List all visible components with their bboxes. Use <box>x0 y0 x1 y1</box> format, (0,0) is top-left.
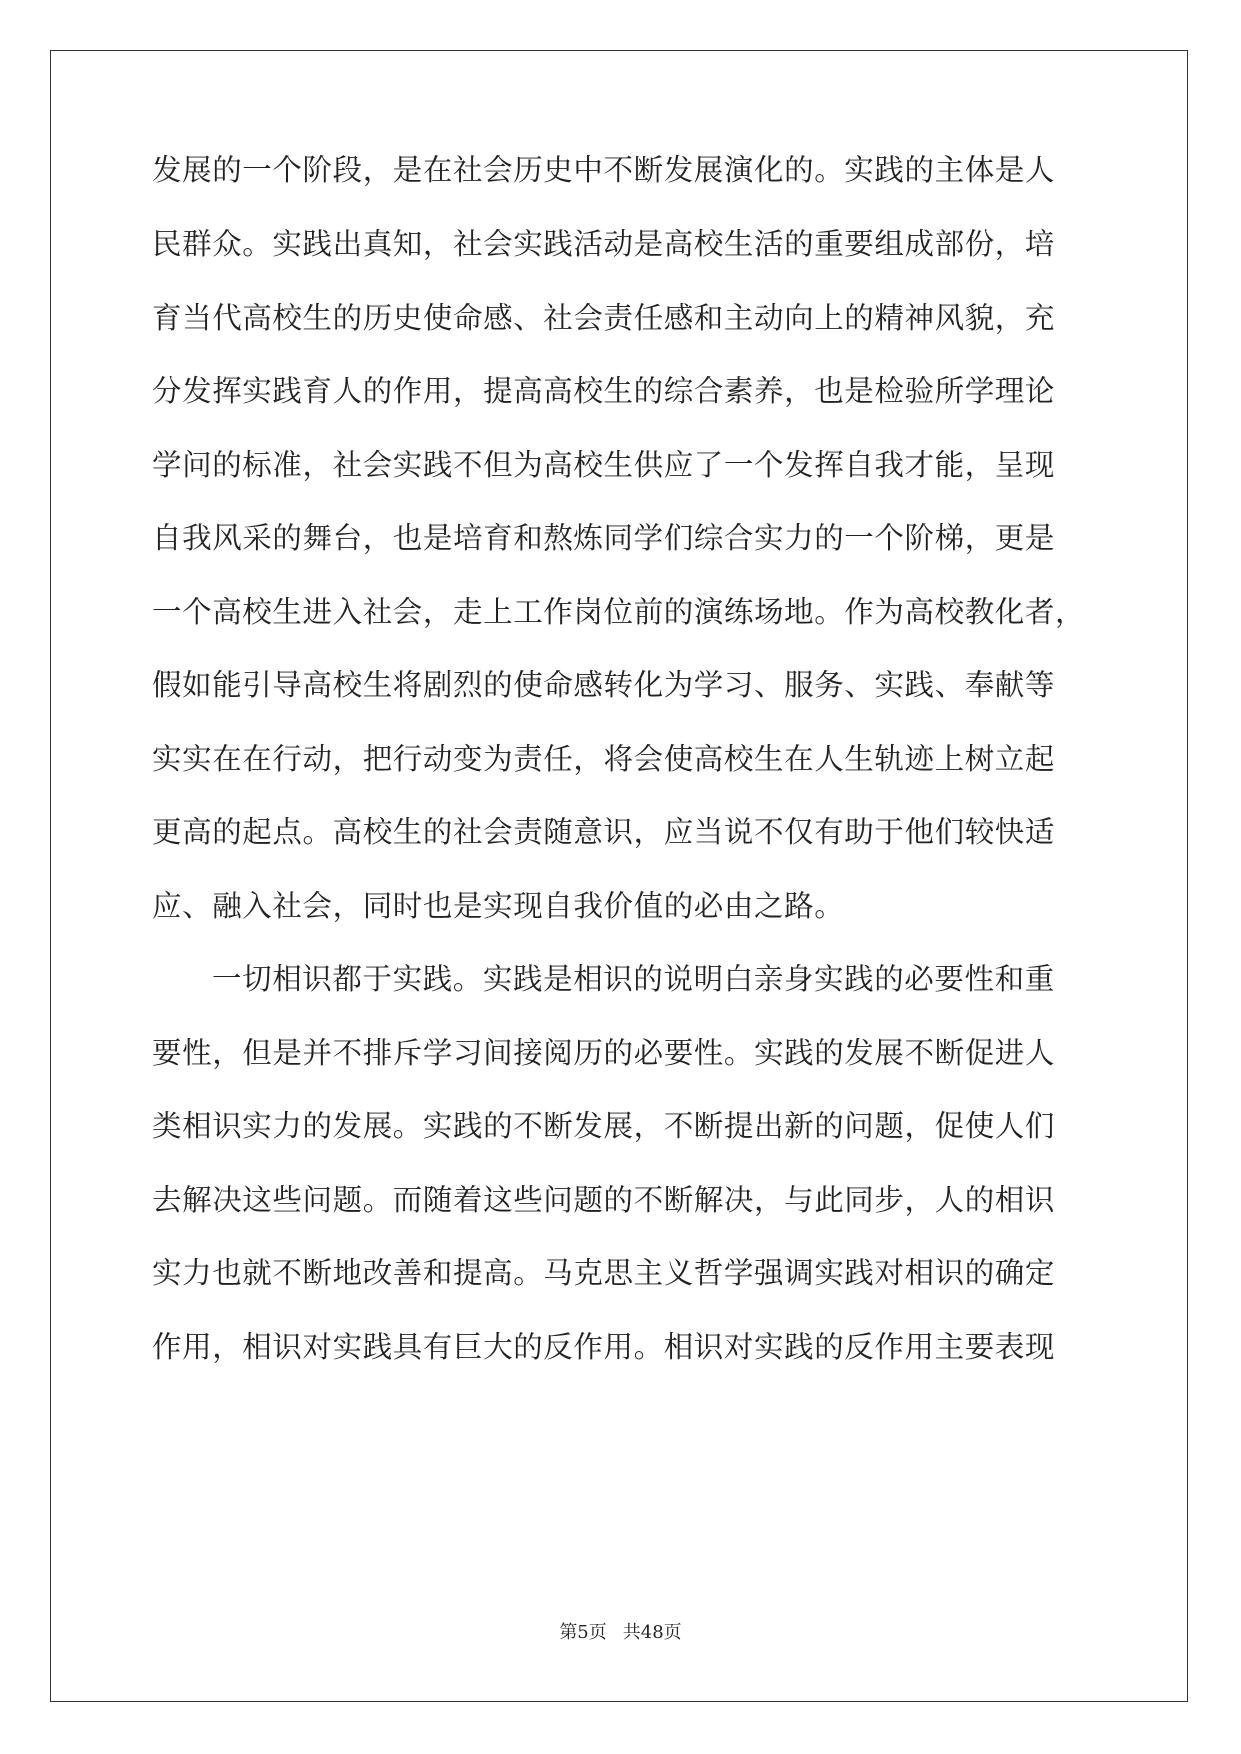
text-line: 应、融入社会，同时也是实现自我价值的必由之路。 <box>152 889 845 923</box>
page-total: 共48页 <box>622 1622 682 1643</box>
text-line: 要性，但是并不排斥学习间接阅历的必要性。实践的发展不断促进人 <box>152 1036 1056 1070</box>
text-line: 民群众。实践出真知，社会实践活动是高校生活的重要组成部份，培 <box>152 227 1056 261</box>
page-footer <box>0 1621 1241 1645</box>
text-line: 一切相识都于实践。实践是相识的说明白亲身实践的必要性和重 <box>212 962 1055 996</box>
text-line: 实力也就不断地改善和提高。马克思主义哲学强调实践对相识的确定 <box>152 1256 1056 1290</box>
text-line: 发展的一个阶段，是在社会历史中不断发展演化的。实践的主体是人 <box>152 153 1056 187</box>
text-line: 实实在在行动，把行动变为责任，将会使高校生在人生轨迹上树立起 <box>152 742 1056 776</box>
text-line: 育当代高校生的历史使命感、社会责任感和主动向上的精神风貌，充 <box>152 301 1056 335</box>
text-line: 去解决这些问题。而随着这些问题的不断解决，与此同步，人的相识 <box>152 1183 1056 1217</box>
text-line: 假如能引导高校生将剧烈的使命感转化为学习、服务、实践、奉献等 <box>152 668 1056 702</box>
text-line: 类相识实力的发展。实践的不断发展，不断提出新的问题，促使人们 <box>152 1109 1056 1143</box>
page-number: 第5页 <box>559 1622 607 1643</box>
text-line: 自我风采的舞台，也是培育和熬炼同学们综合实力的一个阶梯，更是 <box>152 521 1056 555</box>
text-line: 学问的标准，社会实践不但为高校生供应了一个发挥自我才能，呈现 <box>152 448 1056 482</box>
text-line: 作用，相识对实践具有巨大的反作用。相识对实践的反作用主要表现 <box>152 1330 1056 1364</box>
text-line: 更高的起点。高校生的社会责随意识，应当说不仅有助于他们较快适 <box>152 815 1056 849</box>
text-line: 一个高校生进入社会，走上工作岗位前的演练场地。作为高校教化者， <box>152 595 1086 629</box>
text-line: 分发挥实践育人的作用，提高高校生的综合素养，也是检验所学理论 <box>152 374 1056 408</box>
